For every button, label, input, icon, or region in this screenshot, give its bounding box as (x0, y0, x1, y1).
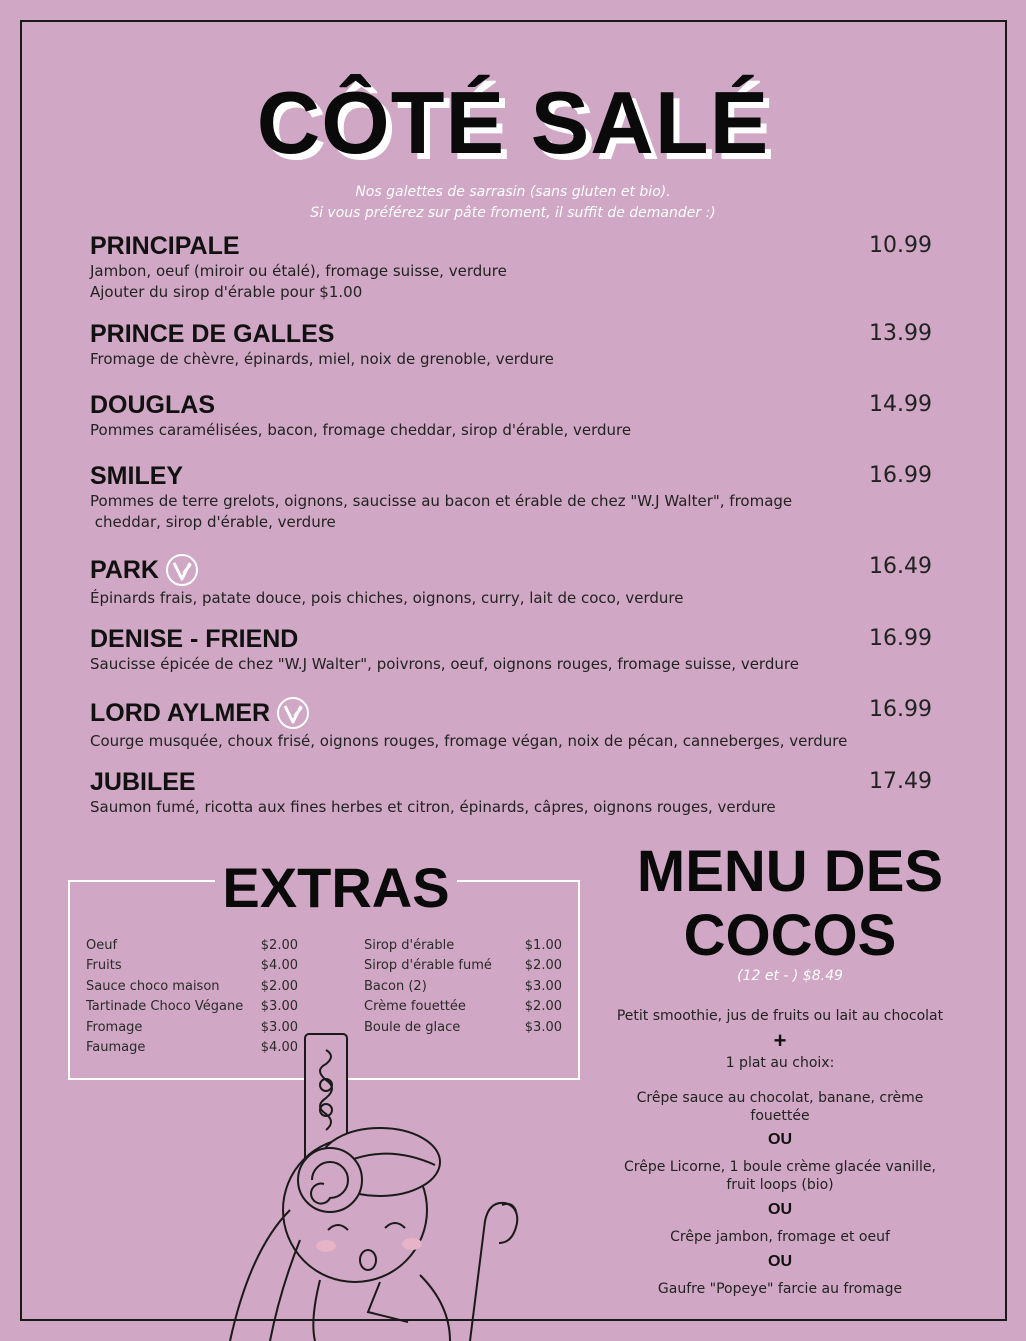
item-description-extra: cheddar, sirop d'érable, verdure (90, 513, 336, 531)
extra-name: Tartinade Choco Végane (86, 999, 244, 1015)
cocos-or-3: OU (768, 1253, 792, 1270)
extra-name: Bacon (2) (364, 978, 427, 994)
item-price: 16.49 (869, 554, 932, 579)
item-name: PARK (90, 556, 159, 584)
vegan-leaf-icon (165, 553, 199, 587)
extra-name: Faumage (86, 1039, 146, 1055)
item-name: DENISE - FRIEND (90, 625, 299, 653)
item-price: 14.99 (869, 392, 932, 417)
extras-title: EXTRAS (215, 856, 457, 920)
menu-item-park (90, 553, 932, 608)
extra-price: $2.00 (524, 999, 562, 1015)
cocos-title-line-1: MENU DES (636, 839, 944, 904)
extras-column-right (364, 936, 562, 1038)
extras-row (364, 936, 562, 956)
extra-price: $3.00 (524, 1019, 562, 1035)
extra-name: Boule de glace (364, 1019, 461, 1035)
cocos-option-3: Crêpe jambon, fromage et oeuf (670, 1229, 890, 1245)
cocos-option-2: Crêpe Licorne, 1 boule crème glacée vanille, fruit loops (bio) (624, 1159, 936, 1193)
menu-item-smiley (90, 462, 932, 532)
extra-name: Crème fouettée (364, 999, 466, 1015)
item-name: JUBILEE (90, 768, 196, 796)
extra-name: Oeuf (86, 938, 118, 953)
mascot-illustration (180, 1030, 540, 1341)
subtitle-line-2: Si vous préférez sur pâte froment, il suffit de demander :) (310, 205, 716, 221)
cocos-option-1: Crêpe sauce au chocolat, banane, crème fouettée (636, 1090, 924, 1124)
menu-item-jubilee (90, 768, 932, 817)
extra-price: $3.00 (260, 1019, 298, 1035)
item-price: 16.99 (869, 463, 932, 488)
item-description: Épinards frais, patate douce, pois chiches, oignons, curry, lait de coco, verdure (90, 589, 684, 607)
menu-item-principale (90, 232, 932, 302)
item-name: SMILEY (90, 462, 184, 490)
cocos-option-4: Gaufre "Popeye" farcie au fromage (657, 1281, 903, 1297)
item-description: Pommes caramélisées, bacon, fromage cheddar, sirop d'érable, verdure (90, 421, 632, 439)
plus-sign: + (773, 1028, 787, 1053)
item-name: PRINCE DE GALLES (90, 320, 335, 348)
menu-item-denise-friend (90, 625, 932, 674)
item-name: LORD AYLMER (90, 699, 271, 727)
extra-price: $1.00 (524, 938, 562, 953)
extra-name: Sauce choco maison (86, 978, 220, 994)
extras-row (364, 956, 562, 976)
extras-row (364, 997, 562, 1017)
item-price: 16.99 (869, 626, 932, 651)
menu-item-douglas (90, 391, 932, 440)
vegan-leaf-icon (276, 696, 310, 730)
item-description: Jambon, oeuf (miroir ou étalé), fromage suisse, verdure (90, 262, 507, 280)
extra-price: $2.00 (524, 958, 562, 974)
item-description: Pommes de terre grelots, oignons, saucisse au bacon et érable de chez "W.J Walter", fromage (90, 492, 793, 510)
item-price: 17.49 (869, 769, 932, 794)
item-description: Saucisse épicée de chez "W.J Walter", poivrons, oeuf, oignons rouges, fromage suisse, verdure (90, 655, 799, 673)
extra-name: Sirop d'érable fumé (364, 958, 492, 974)
item-price: 16.99 (869, 697, 932, 722)
extras-row (86, 956, 298, 976)
cocos-or-1: OU (768, 1131, 792, 1148)
extras-row (86, 936, 298, 956)
page-title: CÔTÉ SALÉ (256, 73, 770, 172)
cocos-or-2: OU (768, 1201, 792, 1218)
item-description: Fromage de chèvre, épinards, miel, noix de grenoble, verdure (90, 350, 554, 368)
subtitle (0, 182, 1026, 224)
extra-price: $3.00 (524, 978, 562, 994)
item-price: 10.99 (869, 233, 932, 258)
extras-row (86, 977, 298, 997)
menu-item-lord-aylmer (90, 696, 932, 751)
extras-row (86, 997, 298, 1017)
cocos-choice: 1 plat au choix: (725, 1055, 835, 1071)
cocos-title-line-2: COCOS (683, 903, 897, 968)
extra-price: $2.00 (260, 938, 298, 953)
extra-price: $2.00 (260, 978, 298, 994)
extra-name: Fruits (86, 958, 122, 974)
extra-price: $4.00 (260, 1039, 298, 1055)
item-name: PRINCIPALE (90, 232, 240, 260)
extra-price: $4.00 (260, 958, 298, 974)
subtitle-line-1: Nos galettes de sarrasin (sans gluten et bio). (355, 184, 671, 200)
extra-name: Fromage (86, 1019, 143, 1035)
extra-name: Sirop d'érable (364, 938, 455, 953)
menu-item-prince-de-galles (90, 320, 932, 369)
cocos-price: (12 et - ) $8.49 (737, 968, 843, 984)
item-description: Saumon fumé, ricotta aux fines herbes et citron, épinards, câpres, oignons rouges, verdure (90, 798, 776, 816)
cocos-drink: Petit smoothie, jus de fruits ou lait au chocolat (616, 1008, 944, 1024)
extras-row (364, 977, 562, 997)
item-name: DOUGLAS (90, 391, 215, 419)
cocos-title (600, 840, 980, 968)
item-description-extra: Ajouter du sirop d'érable pour $1.00 (90, 283, 363, 301)
item-price: 13.99 (869, 321, 932, 346)
item-description: Courge musquée, choux frisé, oignons rouges, fromage végan, noix de pécan, canneberges, verdure (90, 732, 848, 750)
extra-price: $3.00 (260, 999, 298, 1015)
